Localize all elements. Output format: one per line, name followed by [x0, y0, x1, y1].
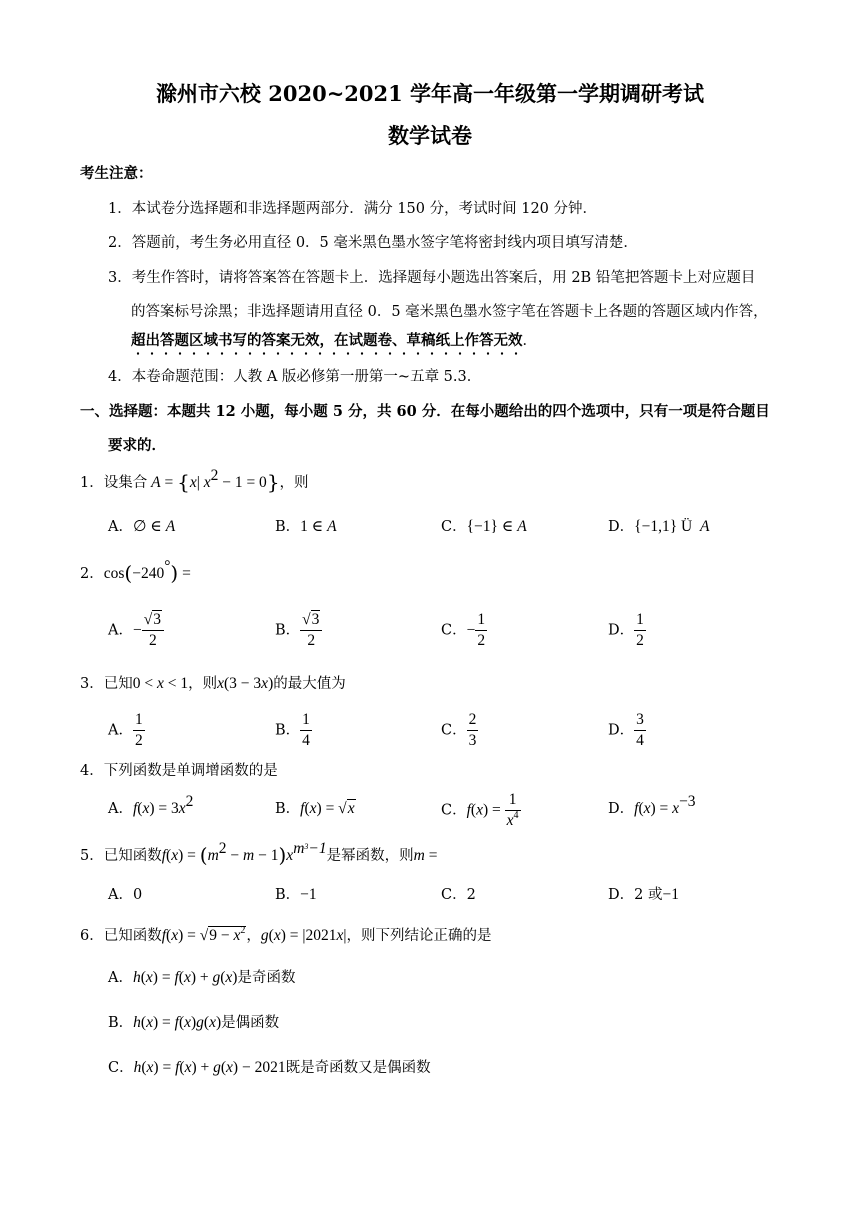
notice-item-3-line2: 的答案标号涂黑；非选择题请用直径 0．5 毫米黑色墨水签字笔在答题卡上各题的答题区域内作答，	[131, 304, 768, 320]
question-2-option-a[interactable]: A．− $\frac{√3}{2}$	[108, 610, 164, 651]
question-4-stem: 4．下列函数是单调增函数的是	[80, 763, 278, 779]
question-6-option-a[interactable]: A．h(x) = f(x) + g(x)是奇函数	[108, 969, 296, 986]
question-2-option-b[interactable]: B． $\frac{√3}{2}$	[275, 610, 322, 651]
question-2-option-c[interactable]: C．− $\frac{1}{2}$	[441, 611, 486, 649]
question-5-option-a[interactable]: A．0	[108, 887, 143, 903]
question-4-option-c[interactable]: C．f(x) = $\frac{1}{x^4}$	[441, 791, 519, 829]
question-6-option-b[interactable]: B．h(x) = f(x)g(x)是偶函数	[108, 1014, 280, 1031]
question-6-option-c[interactable]: C．h(x) = f(x) + g(x) − 2021既是奇函数又是偶函数	[108, 1059, 431, 1076]
question-3-stem: 3．已知0 < x < 1，则x(3 − 3x)的最大值为	[80, 675, 346, 692]
question-4-option-b[interactable]: B．f(x) = √x	[275, 800, 355, 817]
exam-subtitle: 数学试卷	[388, 123, 472, 148]
question-6-stem: 6．已知函数$f(x) = √9 - x^2$，g(x) = |2021x|，则下列结论正确的是	[80, 925, 492, 944]
notice-heading: 考生注意：	[80, 165, 153, 182]
question-5-option-b[interactable]: B．−1	[275, 886, 317, 903]
notice-item-4: 4．本卷命题范围：人教 A 版必修第一册第一~五章 5.3．	[108, 369, 482, 385]
question-3-option-a[interactable]: A． $\frac{1}{2}$	[108, 711, 143, 749]
notice-item-3-line1: 3．考生作答时，请将答案答在答题卡上．选择题每小题选出答案后，用 2B 铅笔把答题卡上对应题目	[108, 270, 756, 286]
question-1-option-a[interactable]: A．∅ ∈ A	[108, 518, 176, 535]
exam-title: 滁州市六校 2020~2021 学年高一年级第一学期调研考试	[155, 81, 705, 106]
question-5-option-d[interactable]: D．2 或−1	[608, 886, 679, 903]
question-4-option-a[interactable]: A．$f(x) = 3x^2$	[108, 793, 194, 817]
section-1-heading-cont: 要求的．	[108, 437, 166, 454]
question-1-option-c[interactable]: C．{−1} ∈ A	[441, 518, 527, 535]
question-1-stem: 1．设集合 A = {x| $x^2 - 1 = 0$}，则	[80, 467, 309, 494]
question-3-option-b[interactable]: B． $\frac{1}{4}$	[275, 711, 310, 749]
section-1-heading: 一、选择题：本题共 12 小题，每小题 5 分，共 60 分．在每小题给出的四个选项中，只有一项是符合题目	[80, 403, 770, 420]
notice-item-1: 1．本试卷分选择题和非选择题两部分．满分 150 分，考试时间 120 分钟．	[108, 201, 598, 217]
question-2-option-d[interactable]: D． $\frac{1}{2}$	[608, 611, 644, 649]
notice-emphasis: 超出答题区域书写的答案无效，在试题卷、草稿纸上作答无效	[131, 332, 523, 349]
notice-item-3-line3: 超出答题区域书写的答案无效，在试题卷、草稿纸上作答无效．	[131, 332, 537, 349]
question-2-stem: 2．cos(−240°) =	[80, 558, 191, 585]
question-4-option-d[interactable]: D．$f(x) = x^{-3}$	[608, 793, 696, 817]
question-5-option-c[interactable]: C．2	[441, 887, 476, 903]
question-3-option-c[interactable]: C． $\frac{2}{3}$	[441, 711, 477, 749]
notice-item-2: 2．答题前，考生务必用直径 0．5 毫米黑色墨水签字笔将密封线内项目填写清楚．	[108, 235, 638, 251]
question-3-option-d[interactable]: D． $\frac{3}{4}$	[608, 711, 644, 749]
question-1-option-b[interactable]: B．1 ∈ A	[275, 518, 337, 535]
question-1-option-d[interactable]: D．{−1,1} Ü A	[608, 518, 710, 535]
question-5-stem: 5．已知函数$f(x) = (m^2 - m - 1)x^{m^3-1}$是幂函数，则m =	[80, 840, 438, 867]
